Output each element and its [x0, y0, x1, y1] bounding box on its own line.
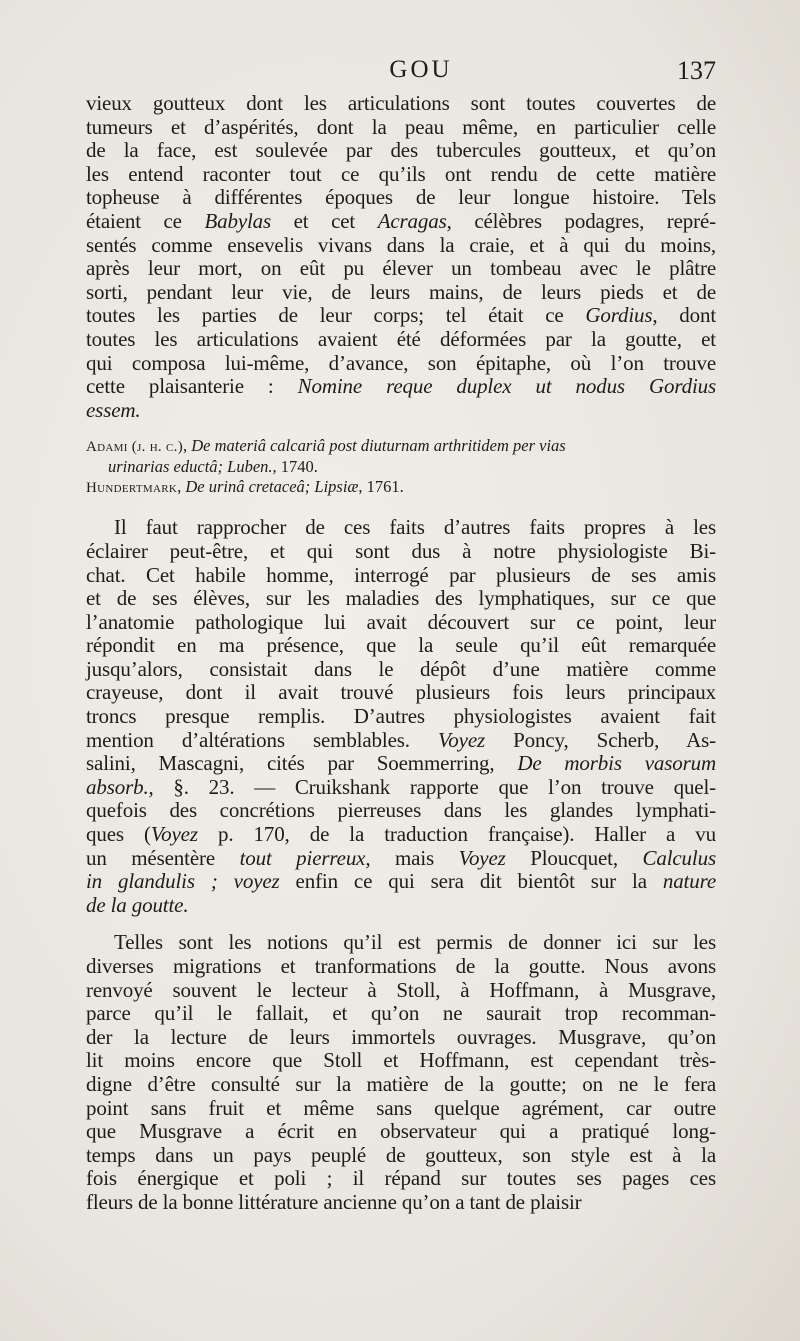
text-run: , §. 23. — Cruikshank rapporte que l’on trouve quel-	[148, 774, 716, 799]
text-line	[86, 894, 716, 918]
text-run: enfin ce qui sera dit bientôt sur la	[279, 869, 663, 894]
text-run: parce qu’il le fallait, et qu’on ne saurait trop recomman-	[86, 1001, 716, 1026]
text-run: cette plaisanterie :	[86, 374, 298, 399]
text-run: et de ses élèves, sur les maladies des lymphatiques, sur ce que	[86, 586, 716, 611]
text-line	[86, 352, 716, 376]
italic-run: Babylas	[204, 208, 272, 233]
text-run: Poncy, Scherb, As-	[485, 727, 716, 752]
italic-run: De urinâ cretaceâ; Lipsiæ	[185, 477, 359, 497]
text-run: tumeurs et d’aspérités, dont la peau même, en particulier celle	[86, 114, 716, 139]
text-run: vieux goutteux dont les articulations sont toutes couvertes de	[86, 91, 716, 115]
text-line	[86, 979, 716, 1003]
text-run: un mésentère	[86, 845, 240, 870]
text-run: salini, Mascagni, cités par Soemmerring,	[86, 751, 518, 776]
text-run: crayeuse, dont il avait trouvé plusieurs fois leurs principaux	[86, 680, 716, 705]
text-run: éclairer peut-être, et qui sont dus à notre physiologiste Bi-	[86, 538, 716, 563]
text-run: sentés comme ensevelis vivans dans la craie, et à qui du moins,	[86, 232, 716, 257]
text-run: point sans fruit et même sans quelque agrément, car outre	[86, 1095, 716, 1120]
italic-run: nature	[662, 869, 717, 894]
text-run: et cet	[271, 208, 378, 233]
text-line	[86, 658, 716, 682]
text-line	[86, 564, 716, 588]
italic-run: Voyez	[458, 845, 506, 870]
text-run: , 1761.	[358, 477, 404, 497]
paragraph-1	[86, 92, 716, 422]
text-run: toutes les parties de leur corps; tel était ce	[86, 303, 586, 328]
text-run: , dont	[652, 303, 717, 328]
bibliographic-references	[86, 436, 716, 498]
text-run: diverses migrations et tranformations de la goutte. Nous avons	[86, 954, 716, 978]
text-line	[86, 516, 716, 540]
text-line	[86, 186, 716, 210]
text-line	[86, 210, 716, 234]
text-line	[86, 540, 716, 564]
text-line	[86, 870, 716, 894]
italic-run: in glandulis ; voyez	[86, 869, 280, 894]
text-line	[86, 328, 716, 352]
text-line	[86, 92, 716, 116]
text-run: lit moins encore que Stoll et Hoffmann, est cependant très-	[86, 1048, 716, 1073]
text-line	[86, 399, 716, 423]
text-run: de la face, est soulevée par des tubercules goutteux, et qu’on	[86, 138, 716, 163]
page-header	[86, 56, 716, 96]
text-line	[86, 375, 716, 399]
running-head: GOU	[389, 56, 453, 83]
text-run: topheuse à différentes époques de leur longue histoire. Tels	[86, 185, 716, 210]
text-line	[86, 1097, 716, 1121]
italic-run: Calculus	[642, 845, 716, 870]
text-run: p. 170, de la traduction française). Haller a vu	[197, 822, 716, 847]
author-name: Adami (j. h. c.)	[86, 439, 184, 456]
text-line	[86, 1120, 716, 1144]
text-line	[86, 163, 716, 187]
text-run: sorti, pendant leur vie, de leurs mains, de leurs pieds et de	[86, 279, 716, 304]
text-run: après leur mort, on eût pu élever un tombeau avec le plâtre	[86, 256, 716, 281]
text-run: , célèbres podagres, repré-	[446, 208, 716, 233]
italic-run: tout pierreux	[239, 845, 366, 870]
text-run: renvoyé souvent le lecteur à Stoll, à Hoffmann, à Musgrave,	[86, 977, 716, 1002]
text-line	[86, 234, 716, 258]
text-run: étaient ce	[86, 208, 205, 233]
text-run: qui composa lui-même, d’avance, son épitaphe, où l’on trouve	[86, 350, 716, 375]
text-line	[86, 304, 716, 328]
text-line	[86, 752, 716, 776]
text-run: Il faut rapprocher de ces faits d’autres faits propres à les	[114, 515, 716, 540]
italic-run: De morbis vasorum	[517, 751, 716, 776]
italic-run: De materiâ calcariâ post diuturnam arthritidem per vias	[191, 436, 566, 456]
text-run: jusqu’alors, consistait dans le dépôt d’une matière comme	[86, 656, 716, 681]
italic-run: essem.	[86, 397, 141, 422]
text-line	[86, 1002, 716, 1026]
text-line	[86, 611, 716, 635]
text-run: toutes les articulations avaient été déformées par la goutte, et	[86, 326, 716, 351]
text-run: les entend raconter tout ce qu’ils ont rendu de cette matière	[86, 161, 716, 186]
reference-line	[86, 436, 716, 457]
text-line	[86, 705, 716, 729]
text-run: fois énergique et poli ; il répand sur toutes ses pages ces	[86, 1166, 716, 1191]
text-run: , 1740.	[272, 457, 318, 477]
text-run: troncs presque remplis. D’autres physiologistes avaient fait	[86, 704, 716, 729]
italic-run: Acragas	[377, 208, 447, 233]
author-name: Hundertmark	[86, 480, 178, 497]
text-run: temps dans un pays peuplé de goutteux, son style est à la	[86, 1142, 716, 1167]
text-run: ques (	[86, 822, 151, 847]
text-line	[86, 776, 716, 800]
text-run: ,	[177, 477, 186, 497]
text-line	[86, 257, 716, 281]
paragraph-3	[86, 931, 716, 1214]
text-line	[86, 139, 716, 163]
text-line	[86, 1073, 716, 1097]
reference-line	[86, 457, 716, 477]
italic-run: Nomine reque duplex ut nodus Gordius	[297, 374, 716, 399]
text-run: Ploucquet,	[505, 845, 643, 870]
text-line	[86, 1167, 716, 1191]
text-run: que Musgrave a écrit en observateur qui a pratiqué long-	[86, 1119, 716, 1144]
page-body	[86, 92, 716, 1215]
italic-run: Voyez	[150, 822, 198, 847]
italic-run: de la goutte.	[86, 892, 189, 917]
text-line	[86, 1026, 716, 1050]
text-line	[86, 1144, 716, 1168]
text-run: fleurs de la bonne littérature ancienne qu’on a tant de plaisir	[86, 1189, 582, 1214]
text-run: répondit en ma présence, que la seule qu’il eût remarquée	[86, 633, 716, 658]
italic-run: urinarias eductâ; Luben.	[108, 457, 273, 477]
text-line	[86, 799, 716, 823]
page-number: 137	[677, 56, 716, 85]
text-line	[86, 955, 716, 979]
text-line	[86, 931, 716, 955]
text-run: mention d’altérations semblables.	[86, 727, 438, 752]
italic-run: Voyez	[437, 727, 486, 752]
text-run: , mais	[365, 845, 459, 870]
text-line	[86, 681, 716, 705]
text-run: ,	[183, 436, 192, 456]
text-line	[86, 281, 716, 305]
text-run: l’anatomie pathologique lui avait découvert sur ce point, leur	[86, 609, 716, 634]
text-line	[86, 1191, 716, 1215]
text-run: chat. Cet habile homme, interrogé par plusieurs de ses amis	[86, 562, 716, 587]
text-line	[86, 634, 716, 658]
italic-run: Gordius	[585, 303, 653, 328]
text-line	[86, 729, 716, 753]
text-line	[86, 1049, 716, 1073]
reference-line	[86, 477, 716, 498]
text-line	[86, 847, 716, 871]
italic-run: absorb.	[86, 774, 149, 799]
text-run: digne d’être consulté sur la matière de la goutte; on ne le fera	[86, 1071, 716, 1096]
text-run: Telles sont les notions qu’il est permis de donner ici sur les	[114, 930, 716, 955]
text-run: quefois des concrétions pierreuses dans les glandes lymphati-	[86, 798, 716, 823]
text-line	[86, 587, 716, 611]
text-run: der la lecture de leurs immortels ouvrages. Musgrave, qu’on	[86, 1024, 716, 1049]
paragraph-2	[86, 516, 716, 917]
text-line	[86, 116, 716, 140]
text-line	[86, 823, 716, 847]
